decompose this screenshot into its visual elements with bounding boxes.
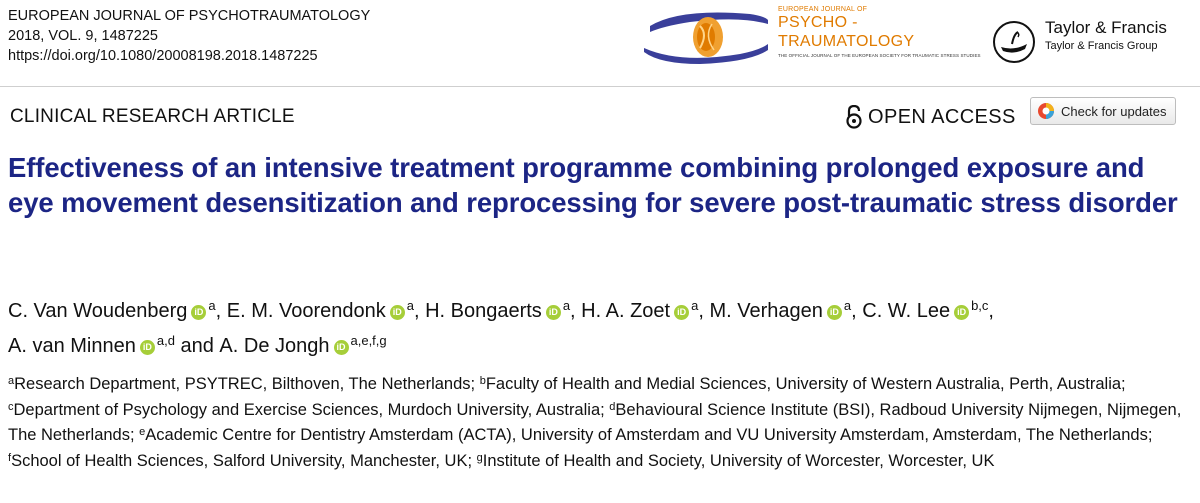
journal-wordmark — [778, 6, 981, 58]
journal-volume: 2018, VOL. 9, 1487225 — [8, 28, 158, 44]
orcid-icon[interactable]: iD — [334, 340, 349, 355]
author-affiliation: a — [691, 298, 699, 313]
author-affiliation: a,e,f,g — [350, 333, 387, 348]
author-name: C. W. Lee — [862, 300, 951, 322]
open-lock-icon — [846, 105, 862, 129]
affiliation-text: Faculty of Health and Medial Sciences, University of Western Australia, Perth, Australia; — [485, 375, 1126, 393]
check-for-updates-label: Check for updates — [1061, 103, 1167, 119]
orcid-icon[interactable]: iD — [140, 340, 155, 355]
author — [8, 300, 227, 322]
orcid-icon[interactable]: iD — [954, 305, 969, 320]
check-for-updates-button[interactable] — [1030, 97, 1176, 125]
affiliation-text: Department of Psychology and Exercise Sciences, Murdoch University, Australia; — [13, 400, 610, 419]
author-affiliation: a — [406, 298, 414, 313]
journal-emblem-logo — [640, 4, 770, 66]
orcid-icon[interactable]: iD — [191, 305, 206, 320]
affiliations — [8, 370, 1200, 472]
crossmark-icon — [1037, 102, 1055, 120]
author-name: E. M. Voorendonk — [226, 300, 386, 322]
author-name: H. Bongaerts — [425, 300, 542, 322]
journal-name: EUROPEAN JOURNAL OF PSYCHOTRAUMATOLOGY — [8, 8, 371, 24]
article-title: Effectiveness of an intensive treatment programme combining prolonged exposure and eye movement desensitization and reprocessing for severe post-traumatic stress disorder — [8, 152, 1178, 218]
author-name: C. Van Woudenberg — [8, 300, 188, 322]
affiliation-key: f — [8, 451, 12, 464]
affiliation-key: e — [139, 426, 146, 438]
journal-wordmark-tagline: THE OFFICIAL JOURNAL OF THE EUROPEAN SOCIETY FOR TRAUMATIC STRESS STUDIES — [778, 53, 981, 58]
author-separator: , — [698, 300, 710, 322]
affiliation-text: Academic Centre for Dentistry Amsterdam (ACTA), University of Amsterdam and VU University Amsterdam, Amsterdam, The Netherlands; — [145, 426, 1153, 444]
affiliation-text: School of Health Sciences, Salford University, Manchester, UK; — [11, 451, 477, 470]
author-separator: , — [988, 300, 994, 322]
affiliation-key: a — [8, 375, 15, 387]
journal-wordmark-line1: PSYCHO - — [778, 14, 858, 31]
publisher-name: Taylor & Francis — [1045, 18, 1167, 37]
affiliation-key: b — [479, 375, 486, 387]
affiliation-key: d — [609, 400, 616, 413]
open-access-label: OPEN ACCESS — [868, 105, 1016, 128]
author-name: M. Verhagen — [709, 300, 823, 322]
author-separator: , — [570, 300, 582, 322]
author-affiliation: b,c — [971, 298, 989, 313]
doi-link[interactable]: https://doi.org/10.1080/20008198.2018.1487225 — [8, 48, 318, 64]
publisher-group: Taylor & Francis Group — [1045, 40, 1158, 52]
affiliation-text: Research Department, PSYTREC, Bilthoven, The Netherlands; — [14, 375, 480, 393]
journal-wordmark-small: EUROPEAN JOURNAL OF — [778, 6, 868, 13]
author-separator: , — [215, 300, 227, 322]
author — [219, 335, 386, 357]
author-affiliation: a — [843, 298, 852, 313]
journal-wordmark-line2: TRAUMATOLOGY — [778, 33, 915, 50]
affiliation-text: Institute of Health and Society, University of Worcester, Worcester, UK — [482, 451, 995, 470]
author-affiliation: a — [562, 298, 571, 313]
header-divider — [0, 86, 1200, 87]
taylor-francis-lamp-icon — [992, 20, 1036, 64]
author-name: H. A. Zoet — [581, 300, 671, 322]
article-type: CLINICAL RESEARCH ARTICLE — [10, 106, 295, 127]
affiliation-key: c — [8, 400, 14, 413]
author — [862, 300, 994, 322]
journal-info — [8, 6, 370, 66]
orcid-icon[interactable]: iD — [674, 305, 689, 320]
orcid-icon[interactable]: iD — [827, 305, 842, 320]
author-list — [8, 291, 1198, 361]
affiliation-text: Behavioural Science Institute (BSI), Radboud University Nijmegen, Nijmegen, The Netherlands; — [8, 400, 1182, 444]
author-affiliation: a — [208, 298, 216, 313]
author — [581, 300, 709, 322]
open-access-badge — [846, 105, 1016, 129]
author-name: A. De Jongh — [219, 335, 330, 357]
author — [425, 300, 581, 322]
author-separator: , — [413, 300, 426, 322]
author-separator: and — [174, 335, 220, 357]
author — [227, 300, 425, 322]
author-separator: , — [851, 300, 863, 322]
orcid-icon[interactable]: iD — [390, 305, 405, 320]
author-affiliation: a,d — [156, 333, 175, 348]
author — [709, 300, 862, 322]
orcid-icon[interactable]: iD — [546, 305, 561, 320]
author-name: A. van Minnen — [8, 335, 136, 357]
affiliation-key: g — [476, 451, 483, 464]
author — [8, 335, 219, 357]
